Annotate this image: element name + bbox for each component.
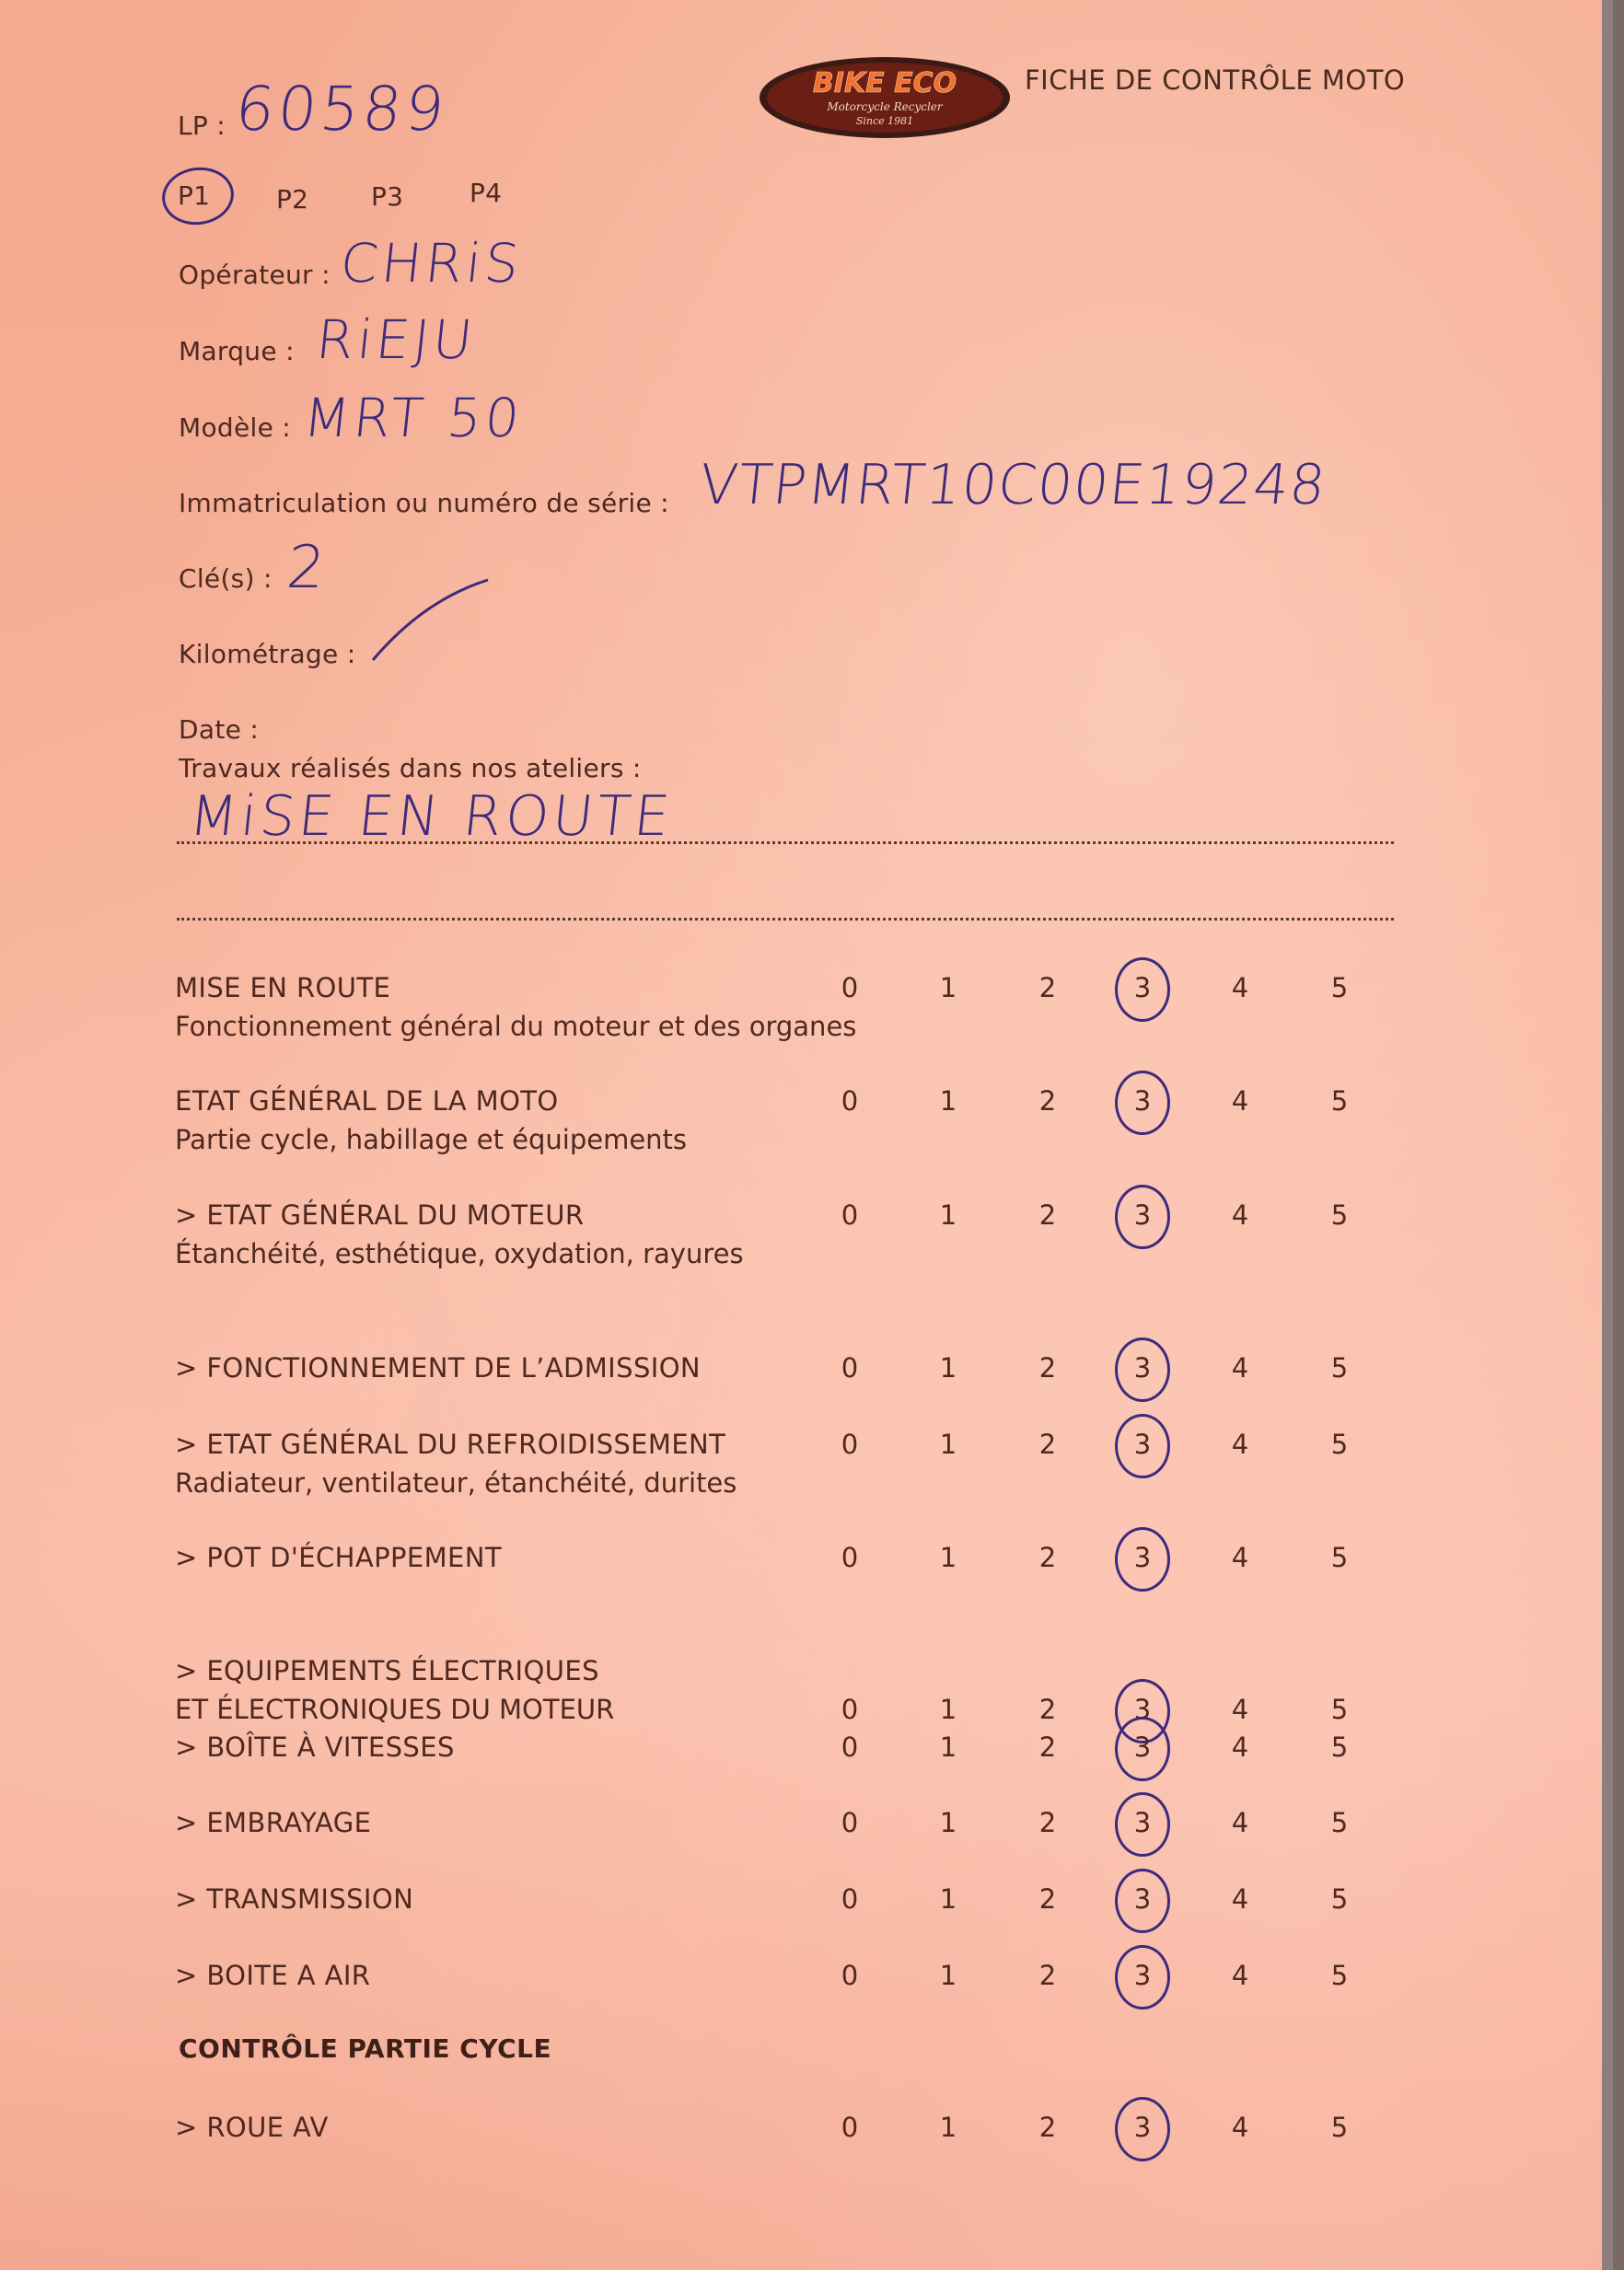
score-option-0[interactable]: 0 <box>841 1352 859 1384</box>
score-option-3[interactable]: 3 <box>1133 1352 1152 1384</box>
score-selected-ring <box>1115 1869 1170 1933</box>
score-option-4[interactable]: 4 <box>1231 1352 1249 1384</box>
score-option-0[interactable]: 0 <box>841 1542 859 1573</box>
score-option-0[interactable]: 0 <box>841 1960 859 1991</box>
marque-label: Marque : <box>179 336 295 366</box>
score-option-0[interactable]: 0 <box>841 1429 859 1460</box>
score-option-4[interactable]: 4 <box>1231 1542 1249 1573</box>
score-option-5[interactable]: 5 <box>1330 1542 1349 1573</box>
score-option-5[interactable]: 5 <box>1330 1731 1349 1763</box>
score-option-4[interactable]: 4 <box>1231 1731 1249 1763</box>
score-option-1[interactable]: 1 <box>939 1883 957 1915</box>
bike-eco-logo <box>758 55 1012 140</box>
score-option-5[interactable]: 5 <box>1330 1960 1349 1991</box>
kilometrage-label: Kilométrage : <box>179 639 356 669</box>
score-option-2[interactable]: 2 <box>1038 1199 1057 1231</box>
score-option-0[interactable]: 0 <box>841 1807 859 1838</box>
score-option-1[interactable]: 1 <box>939 1731 957 1763</box>
score-option-3[interactable]: 3 <box>1133 1960 1152 1991</box>
score-option-2[interactable]: 2 <box>1038 1694 1057 1725</box>
priority-p4: P4 <box>470 178 503 208</box>
check-label: MISE EN ROUTE <box>175 972 391 1003</box>
lp-label: LP : <box>178 110 226 141</box>
score-selected-ring <box>1115 957 1170 1022</box>
check-row <box>0 1349 1620 1413</box>
score-option-4[interactable]: 4 <box>1231 1807 1249 1838</box>
check-sublabel: Fonctionnement général du moteur et des organes <box>175 1011 857 1042</box>
check-label: > FONCTIONNEMENT DE L’ADMISSION <box>175 1352 702 1384</box>
score-option-0[interactable]: 0 <box>841 1883 859 1915</box>
score-option-5[interactable]: 5 <box>1330 1694 1349 1725</box>
score-option-0[interactable]: 0 <box>841 1085 859 1117</box>
logo-tagline-2: Since 1981 <box>855 115 914 127</box>
score-option-2[interactable]: 2 <box>1038 1807 1057 1838</box>
score-option-1[interactable]: 1 <box>939 972 957 1003</box>
check-row <box>0 1538 1620 1603</box>
score-option-1[interactable]: 1 <box>939 1199 957 1231</box>
check-label: > POT D'ÉCHAPPEMENT <box>175 1542 502 1573</box>
check-row <box>0 1425 1620 1499</box>
modele-value: MRT 50 <box>300 387 527 449</box>
check-label: > TRANSMISSION <box>175 1883 414 1915</box>
score-option-3[interactable]: 3 <box>1133 1199 1152 1231</box>
score-option-3[interactable]: 3 <box>1133 1429 1152 1460</box>
score-option-0[interactable]: 0 <box>841 1199 859 1231</box>
check-label: > BOITE A AIR <box>175 1960 371 1991</box>
score-option-2[interactable]: 2 <box>1038 1085 1057 1117</box>
score-option-5[interactable]: 5 <box>1330 972 1349 1003</box>
score-option-2[interactable]: 2 <box>1038 1960 1057 1991</box>
check-sublabel: Partie cycle, habillage et équipements <box>175 1124 688 1155</box>
score-option-1[interactable]: 1 <box>939 1429 957 1460</box>
score-option-2[interactable]: 2 <box>1038 972 1057 1003</box>
date-label: Date : <box>179 714 260 745</box>
check-label: > BOÎTE À VITESSES <box>175 1731 455 1763</box>
score-selected-ring <box>1115 1071 1170 1135</box>
score-option-5[interactable]: 5 <box>1330 1352 1349 1384</box>
score-option-1[interactable]: 1 <box>939 2112 957 2143</box>
check-row <box>0 1956 1620 2021</box>
score-option-2[interactable]: 2 <box>1038 1883 1057 1915</box>
score-option-0[interactable]: 0 <box>841 2112 859 2143</box>
score-option-3[interactable]: 3 <box>1133 1085 1152 1117</box>
score-selected-ring <box>1115 1414 1170 1478</box>
score-option-4[interactable]: 4 <box>1231 1429 1249 1460</box>
check-label: ETAT GÉNÉRAL DE LA MOTO <box>175 1085 559 1117</box>
check-label: > ROUE AV <box>175 2112 329 2143</box>
kilometrage-value-stroke <box>368 573 497 665</box>
travaux-value: MiSE EN ROUTE <box>186 784 677 849</box>
operateur-value: CHRiS <box>337 232 526 295</box>
score-option-3[interactable]: 3 <box>1133 1807 1152 1838</box>
score-option-5[interactable]: 5 <box>1330 2112 1349 2143</box>
check-row <box>0 2108 1620 2172</box>
score-option-5[interactable]: 5 <box>1330 1429 1349 1460</box>
score-selected-ring <box>1115 1792 1170 1857</box>
check-row <box>0 968 1620 1042</box>
travaux-label: Travaux réalisés dans nos ateliers : <box>179 753 642 783</box>
score-option-2[interactable]: 2 <box>1038 1352 1057 1384</box>
score-option-4[interactable]: 4 <box>1231 1199 1249 1231</box>
score-option-4[interactable]: 4 <box>1231 1960 1249 1991</box>
score-option-5[interactable]: 5 <box>1330 1807 1349 1838</box>
check-sublabel: ET ÉLECTRONIQUES DU MOTEUR <box>175 1694 615 1725</box>
score-option-4[interactable]: 4 <box>1231 972 1249 1003</box>
check-label: > EQUIPEMENTS ÉLECTRIQUES <box>175 1655 599 1686</box>
check-label: > ETAT GÉNÉRAL DU MOTEUR <box>175 1199 585 1231</box>
check-row <box>0 1728 1620 1792</box>
modele-label: Modèle : <box>179 412 292 443</box>
immatriculation-value: VTPMRT10C00E19248 <box>696 453 1329 517</box>
dotted-line-1 <box>177 841 1394 844</box>
check-row <box>0 1651 1620 1725</box>
score-option-4[interactable]: 4 <box>1231 1085 1249 1117</box>
score-option-3[interactable]: 3 <box>1133 1731 1152 1763</box>
score-option-1[interactable]: 1 <box>939 1542 957 1573</box>
score-option-1[interactable]: 1 <box>939 1352 957 1384</box>
score-option-5[interactable]: 5 <box>1330 1199 1349 1231</box>
document-title: FICHE DE CONTRÔLE MOTO <box>1025 64 1406 96</box>
score-option-4[interactable]: 4 <box>1231 1694 1249 1725</box>
sheet-edge <box>1602 0 1613 2270</box>
immatriculation-label: Immatriculation ou numéro de série : <box>179 488 669 518</box>
score-selected-ring <box>1115 1717 1170 1781</box>
priority-p2: P2 <box>276 184 309 214</box>
dotted-line-2 <box>177 918 1394 921</box>
score-option-1[interactable]: 1 <box>939 1085 957 1117</box>
score-selected-ring <box>1115 2097 1170 2161</box>
score-option-2[interactable]: 2 <box>1038 1731 1057 1763</box>
score-option-2[interactable]: 2 <box>1038 2112 1057 2143</box>
section-controle-partie-cycle: CONTRÔLE PARTIE CYCLE <box>179 2033 552 2064</box>
lp-value: 60589 <box>231 74 452 145</box>
score-option-3[interactable]: 3 <box>1133 972 1152 1003</box>
score-option-4[interactable]: 4 <box>1231 2112 1249 2143</box>
score-option-4[interactable]: 4 <box>1231 1883 1249 1915</box>
cles-value: 2 <box>284 534 332 602</box>
operateur-label: Opérateur : <box>179 260 331 290</box>
score-selected-ring <box>1115 1527 1170 1592</box>
score-selected-ring <box>1115 1338 1170 1402</box>
check-row <box>0 1880 1620 1944</box>
check-sublabel: Radiateur, ventilateur, étanchéité, durites <box>175 1467 737 1499</box>
score-option-1[interactable]: 1 <box>939 1807 957 1838</box>
score-option-3[interactable]: 3 <box>1133 1883 1152 1915</box>
score-option-0[interactable]: 0 <box>841 1694 859 1725</box>
score-selected-ring <box>1115 1185 1170 1249</box>
score-option-3[interactable]: 3 <box>1133 1542 1152 1573</box>
cles-label: Clé(s) : <box>179 563 273 594</box>
score-option-1[interactable]: 1 <box>939 1694 957 1725</box>
check-label: > ETAT GÉNÉRAL DU REFROIDISSEMENT <box>175 1429 726 1460</box>
logo-text: BIKE ECO <box>812 67 957 99</box>
score-option-2[interactable]: 2 <box>1038 1542 1057 1573</box>
check-label: > EMBRAYAGE <box>175 1807 372 1838</box>
score-option-2[interactable]: 2 <box>1038 1429 1057 1460</box>
marque-value: RiEJU <box>313 308 480 371</box>
priority-p1: P1 <box>178 180 211 211</box>
score-option-1[interactable]: 1 <box>939 1960 957 1991</box>
score-selected-ring <box>1115 1945 1170 2009</box>
check-row <box>0 1196 1620 1269</box>
check-row <box>0 1082 1620 1155</box>
check-row <box>0 1803 1620 1868</box>
priority-p3: P3 <box>371 181 404 212</box>
score-option-3[interactable]: 3 <box>1133 2112 1152 2143</box>
logo-tagline-1: Motorcycle Recycler <box>827 100 943 113</box>
score-option-0[interactable]: 0 <box>841 1731 859 1763</box>
score-option-0[interactable]: 0 <box>841 972 859 1003</box>
score-option-3[interactable]: 3 <box>1133 1694 1152 1725</box>
check-sublabel: Étanchéité, esthétique, oxydation, rayures <box>175 1238 744 1269</box>
score-option-5[interactable]: 5 <box>1330 1085 1349 1117</box>
score-option-5[interactable]: 5 <box>1330 1883 1349 1915</box>
